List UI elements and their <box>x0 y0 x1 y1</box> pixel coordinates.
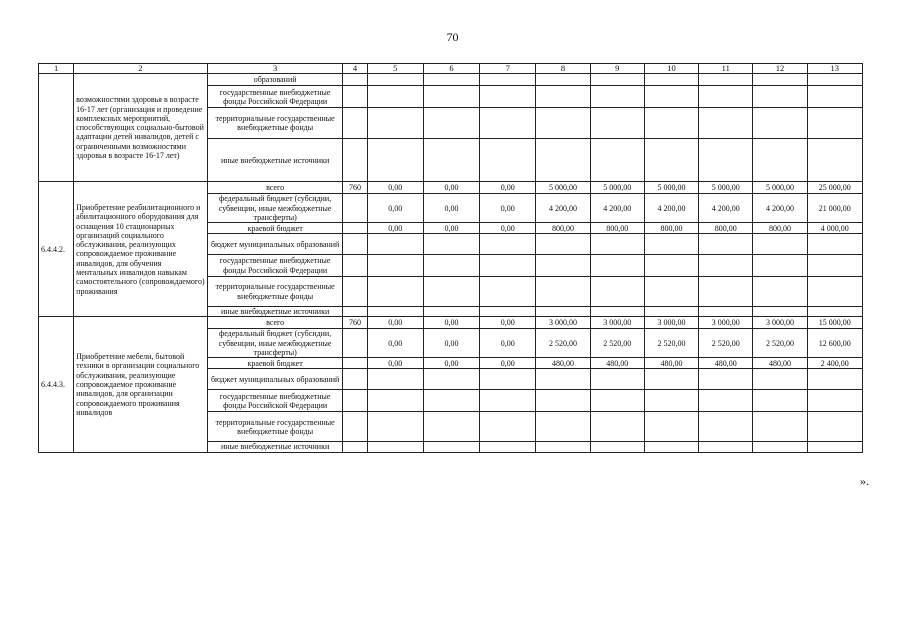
value-cell <box>536 234 590 255</box>
code-cell <box>343 369 367 390</box>
value-cell: 5 000,00 <box>536 182 590 194</box>
value-cell: 2 400,00 <box>807 358 862 369</box>
code-cell <box>343 307 367 317</box>
value-cell <box>753 277 807 307</box>
value-cell: 0,00 <box>480 194 536 223</box>
header-cell: 13 <box>807 64 862 74</box>
value-cell: 15 000,00 <box>807 317 862 329</box>
value-cell <box>590 74 644 86</box>
value-cell <box>480 255 536 277</box>
value-cell <box>536 442 590 452</box>
value-cell <box>536 390 590 412</box>
value-cell <box>699 108 753 139</box>
header-cell: 11 <box>699 64 753 74</box>
value-cell: 25 000,00 <box>807 182 862 194</box>
value-cell: 0,00 <box>367 194 423 223</box>
value-cell <box>644 234 698 255</box>
value-cell <box>590 277 644 307</box>
value-cell: 2 520,00 <box>644 329 698 358</box>
funding-source: бюджет муниципальных образований <box>207 369 343 390</box>
value-cell <box>807 307 862 317</box>
value-cell <box>367 369 423 390</box>
code-cell <box>343 412 367 442</box>
value-cell <box>807 74 862 86</box>
value-cell <box>590 390 644 412</box>
value-cell <box>536 108 590 139</box>
value-cell <box>590 412 644 442</box>
value-cell <box>536 74 590 86</box>
value-cell <box>480 139 536 182</box>
value-cell: 2 520,00 <box>699 329 753 358</box>
item-name: Приобретение мебели, бытовой техники в организации социального обслуживания, реализующие сопровождаемое проживание инвалидов, для организации сопровождаемого проживания инвалидов <box>74 317 208 452</box>
code-cell <box>343 74 367 86</box>
funding-source: бюджет муниципальных образований <box>207 234 343 255</box>
value-cell <box>423 234 479 255</box>
value-cell <box>699 74 753 86</box>
funding-source: иные внебюджетные источники <box>207 442 343 452</box>
value-cell: 0,00 <box>423 329 479 358</box>
funding-source: иные внебюджетные источники <box>207 139 343 182</box>
value-cell <box>590 234 644 255</box>
value-cell <box>590 86 644 108</box>
value-cell <box>367 74 423 86</box>
value-cell <box>423 86 479 108</box>
value-cell: 0,00 <box>423 182 479 194</box>
value-cell <box>644 412 698 442</box>
item-code <box>39 74 74 182</box>
value-cell <box>423 369 479 390</box>
code-cell <box>343 255 367 277</box>
header-cell: 7 <box>480 64 536 74</box>
value-cell <box>699 277 753 307</box>
value-cell: 0,00 <box>480 358 536 369</box>
value-cell: 2 520,00 <box>536 329 590 358</box>
value-cell <box>807 108 862 139</box>
value-cell: 800,00 <box>699 223 753 234</box>
value-cell <box>753 369 807 390</box>
value-cell <box>423 442 479 452</box>
funding-source: территориальные государственные внебюджетные фонды <box>207 108 343 139</box>
value-cell <box>753 86 807 108</box>
value-cell: 3 000,00 <box>699 317 753 329</box>
value-cell: 0,00 <box>423 317 479 329</box>
value-cell <box>807 442 862 452</box>
header-cell: 4 <box>343 64 367 74</box>
value-cell <box>699 442 753 452</box>
value-cell <box>807 139 862 182</box>
value-cell: 800,00 <box>753 223 807 234</box>
funding-source: образований <box>207 74 343 86</box>
value-cell: 5 000,00 <box>644 182 698 194</box>
value-cell: 4 000,00 <box>807 223 862 234</box>
header-cell: 3 <box>207 64 343 74</box>
value-cell <box>644 86 698 108</box>
value-cell <box>480 74 536 86</box>
value-cell: 2 520,00 <box>590 329 644 358</box>
value-cell: 5 000,00 <box>699 182 753 194</box>
value-cell <box>367 86 423 108</box>
value-cell <box>590 255 644 277</box>
value-cell <box>644 442 698 452</box>
value-cell <box>699 412 753 442</box>
value-cell: 21 000,00 <box>807 194 862 223</box>
closing-mark: ». <box>860 474 869 488</box>
value-cell <box>753 255 807 277</box>
value-cell <box>753 307 807 317</box>
value-cell <box>367 412 423 442</box>
value-cell <box>644 139 698 182</box>
value-cell: 0,00 <box>423 223 479 234</box>
value-cell <box>367 108 423 139</box>
value-cell <box>807 86 862 108</box>
value-cell <box>644 74 698 86</box>
value-cell <box>590 139 644 182</box>
value-cell: 5 000,00 <box>753 182 807 194</box>
item-name: Приобретение реабилитационного и абилитационного оборудования для оснащения 10 стационарных организаций социального обслуживания, реализующих сопровождаемое проживание инвалидов, для обучения ментальных инвалидов навыкам самостоятельного (сопровождаемого) проживания <box>74 182 208 317</box>
value-cell <box>699 86 753 108</box>
code-cell <box>343 108 367 139</box>
funding-source: краевой бюджет <box>207 223 343 234</box>
value-cell: 0,00 <box>367 182 423 194</box>
item-code: 6.4.4.2. <box>39 182 74 317</box>
value-cell <box>423 255 479 277</box>
value-cell: 0,00 <box>367 329 423 358</box>
value-cell <box>536 255 590 277</box>
value-cell <box>480 86 536 108</box>
header-cell: 8 <box>536 64 590 74</box>
header-row <box>39 64 863 74</box>
value-cell <box>480 369 536 390</box>
value-cell <box>423 390 479 412</box>
value-cell <box>644 390 698 412</box>
value-cell <box>753 108 807 139</box>
header-cell: 1 <box>39 64 74 74</box>
value-cell: 800,00 <box>590 223 644 234</box>
header-cell: 12 <box>753 64 807 74</box>
value-cell <box>699 390 753 412</box>
value-cell <box>644 255 698 277</box>
code-cell: 760 <box>343 317 367 329</box>
value-cell <box>807 369 862 390</box>
value-cell: 0,00 <box>423 358 479 369</box>
header-cell: 2 <box>74 64 208 74</box>
table-row <box>39 317 863 329</box>
value-cell <box>536 277 590 307</box>
funding-source: государственные внебюджетные фонды Российской Федерации <box>207 86 343 108</box>
value-cell <box>480 234 536 255</box>
budget-table <box>38 63 863 453</box>
code-cell <box>343 139 367 182</box>
funding-source: территориальные государственные внебюджетные фонды <box>207 412 343 442</box>
value-cell <box>536 369 590 390</box>
funding-source: территориальные государственные внебюджетные фонды <box>207 277 343 307</box>
value-cell <box>807 412 862 442</box>
table-row <box>39 182 863 194</box>
value-cell: 0,00 <box>480 182 536 194</box>
value-cell <box>753 442 807 452</box>
value-cell: 0,00 <box>423 194 479 223</box>
funding-source: краевой бюджет <box>207 358 343 369</box>
value-cell: 4 200,00 <box>536 194 590 223</box>
value-cell <box>699 255 753 277</box>
value-cell <box>536 139 590 182</box>
value-cell <box>480 277 536 307</box>
value-cell: 4 200,00 <box>590 194 644 223</box>
value-cell <box>423 277 479 307</box>
value-cell <box>536 86 590 108</box>
value-cell: 3 000,00 <box>590 317 644 329</box>
value-cell: 4 200,00 <box>753 194 807 223</box>
value-cell <box>367 255 423 277</box>
value-cell: 800,00 <box>536 223 590 234</box>
value-cell: 3 000,00 <box>753 317 807 329</box>
value-cell: 480,00 <box>699 358 753 369</box>
value-cell <box>644 369 698 390</box>
value-cell: 800,00 <box>644 223 698 234</box>
value-cell <box>480 390 536 412</box>
code-cell <box>343 358 367 369</box>
value-cell: 480,00 <box>644 358 698 369</box>
value-cell <box>590 108 644 139</box>
header-cell: 5 <box>367 64 423 74</box>
value-cell <box>807 390 862 412</box>
value-cell <box>480 442 536 452</box>
value-cell <box>480 108 536 139</box>
value-cell: 0,00 <box>367 317 423 329</box>
code-cell <box>343 329 367 358</box>
code-cell <box>343 277 367 307</box>
funding-source: всего <box>207 317 343 329</box>
value-cell <box>367 277 423 307</box>
value-cell <box>480 412 536 442</box>
value-cell <box>590 369 644 390</box>
value-cell: 3 000,00 <box>536 317 590 329</box>
value-cell <box>367 307 423 317</box>
item-code: 6.4.4.3. <box>39 317 74 452</box>
page-number: 70 <box>446 30 459 44</box>
funding-source: всего <box>207 182 343 194</box>
value-cell <box>807 255 862 277</box>
value-cell <box>367 442 423 452</box>
value-cell <box>367 234 423 255</box>
value-cell: 0,00 <box>367 223 423 234</box>
code-cell <box>343 234 367 255</box>
code-cell <box>343 223 367 234</box>
value-cell: 4 200,00 <box>699 194 753 223</box>
value-cell <box>699 307 753 317</box>
value-cell <box>699 234 753 255</box>
funding-source: федеральный бюджет (субсидии, субвенции, иные межбюджетные трансферты) <box>207 194 343 223</box>
value-cell <box>644 108 698 139</box>
value-cell: 5 000,00 <box>590 182 644 194</box>
value-cell <box>590 307 644 317</box>
value-cell: 12 600,00 <box>807 329 862 358</box>
value-cell <box>480 307 536 317</box>
value-cell: 480,00 <box>753 358 807 369</box>
funding-source: государственные внебюджетные фонды Российской Федерации <box>207 255 343 277</box>
value-cell <box>423 74 479 86</box>
value-cell: 4 200,00 <box>644 194 698 223</box>
code-cell <box>343 86 367 108</box>
value-cell <box>367 390 423 412</box>
code-cell: 760 <box>343 182 367 194</box>
value-cell <box>367 139 423 182</box>
value-cell <box>423 412 479 442</box>
value-cell <box>753 234 807 255</box>
value-cell: 0,00 <box>480 317 536 329</box>
value-cell <box>753 139 807 182</box>
value-cell <box>590 442 644 452</box>
value-cell: 0,00 <box>367 358 423 369</box>
value-cell <box>807 277 862 307</box>
value-cell <box>699 139 753 182</box>
value-cell <box>536 412 590 442</box>
value-cell: 2 520,00 <box>753 329 807 358</box>
code-cell <box>343 194 367 223</box>
value-cell <box>753 412 807 442</box>
value-cell <box>423 139 479 182</box>
table-body <box>39 64 863 453</box>
value-cell <box>644 277 698 307</box>
value-cell: 480,00 <box>590 358 644 369</box>
value-cell: 480,00 <box>536 358 590 369</box>
value-cell <box>807 234 862 255</box>
value-cell: 0,00 <box>480 329 536 358</box>
value-cell <box>536 307 590 317</box>
value-cell <box>423 307 479 317</box>
header-cell: 6 <box>423 64 479 74</box>
header-cell: 10 <box>644 64 698 74</box>
value-cell <box>699 369 753 390</box>
code-cell <box>343 390 367 412</box>
value-cell: 0,00 <box>480 223 536 234</box>
funding-source: государственные внебюджетные фонды Российской Федерации <box>207 390 343 412</box>
value-cell <box>644 307 698 317</box>
table-row <box>39 74 863 86</box>
item-name: возможностями здоровья в возрасте 16-17 лет (организация и проведение комплексных мероприятий, способствующих социально-бытовой адаптации детей инвалидов, детей с ограниченными возможностями здоровья в возрасте 16-17 лет) <box>74 74 208 182</box>
funding-source: иные внебюджетные источники <box>207 307 343 317</box>
code-cell <box>343 442 367 452</box>
value-cell: 3 000,00 <box>644 317 698 329</box>
value-cell <box>753 390 807 412</box>
funding-source: федеральный бюджет (субсидии, субвенции, иные межбюджетные трансферты) <box>207 329 343 358</box>
header-cell: 9 <box>590 64 644 74</box>
value-cell <box>423 108 479 139</box>
value-cell <box>753 74 807 86</box>
